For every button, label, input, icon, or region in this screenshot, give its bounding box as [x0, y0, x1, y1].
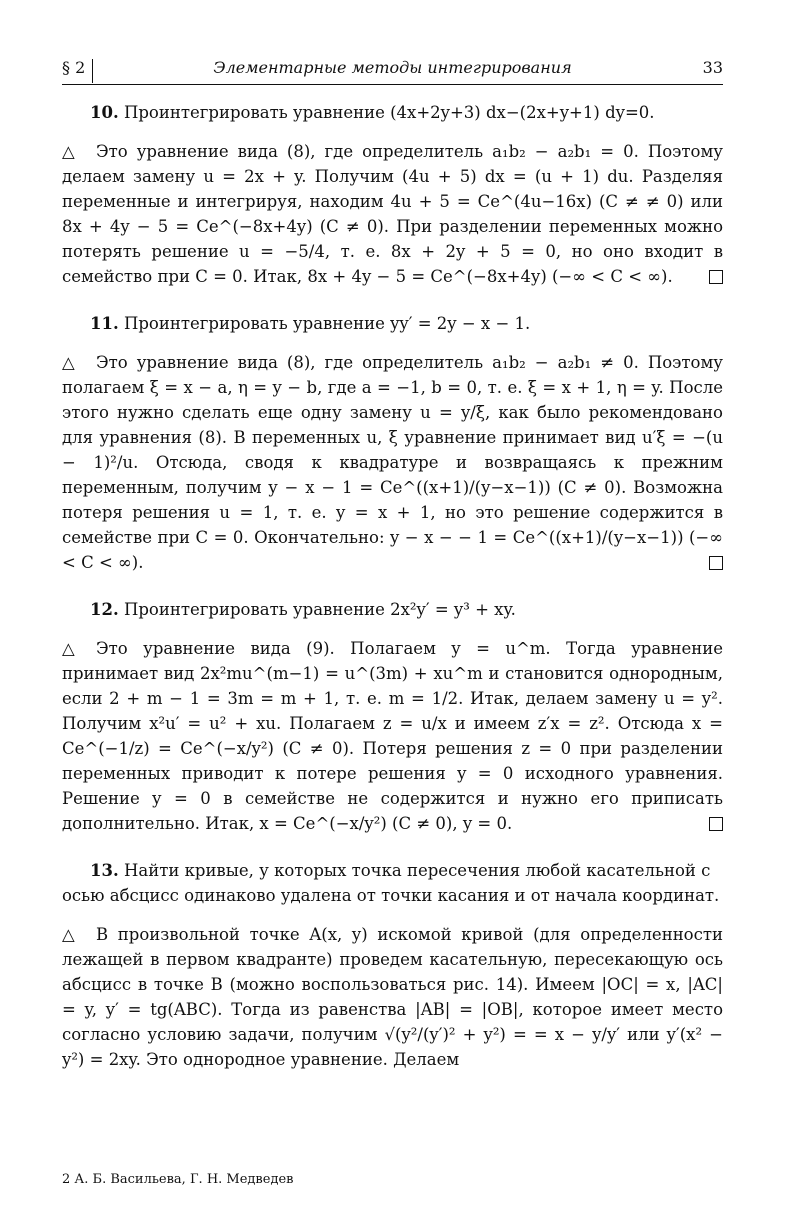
- page-number: 33: [702, 58, 723, 77]
- problem-10-solution: [62, 139, 723, 289]
- problem-10-statement: [62, 100, 723, 125]
- running-header: [62, 52, 723, 85]
- problem-11-solution: [62, 350, 723, 575]
- running-title: Элементарные методы интегрирования: [213, 58, 572, 77]
- problem-12-statement: [62, 597, 723, 622]
- problem-13-solution: [62, 922, 723, 1072]
- problem-number: 10.: [90, 103, 119, 122]
- problem-text: Найти кривые, у которых точка пересечения любой касательной с осью абсцисс одинаково удалена от точки касания и от начала координат.: [62, 861, 720, 905]
- problem-number: 12.: [90, 600, 119, 619]
- solution-text: В произвольной точке A(x, y) искомой кривой (для определенности лежащей в первом квадранте) проведем касательную, пересекающую ось абсцисс в точке B (можно воспользоваться рис. 14). Имеем |OC| = x, |AC| = y, y′ = tg(ABC). Тогда из равенства |AB| = |OB|, которое имеет место согласно условию задачи, получим √(y²/(y′)² + y²) = = x − y/y′ или y′(x² − y²) = 2xy. Это однородное уравнение. Делаем: [62, 925, 723, 1069]
- solution-text: Это уравнение вида (9). Полагаем y = u^m. Тогда уравнение принимает вид 2x²mu^(m−1) = u^(3m) + xu^m и становится однородным, если 2 + m − 1 = 3m = m + 1, т. е. m = 1/2. Итак, делаем замену u = y². Получим x²u′ = u² + xu. Полагаем z = u/x и имеем z′x = z². Отсюда x = Ce^(−1/z) = Ce^(−x/y²) (C ≠ 0). Потеря решения z = 0 при разделении переменных приводит к потере решения y = 0 исходного уравнения. Решение y = 0 в семействе не содержится и нужно его приписать дополнительно. Итак, x = Ce^(−x/y²) (C ≠ 0), y = 0.: [62, 639, 723, 833]
- solution-text: Это уравнение вида (8), где определитель a₁b₂ − a₂b₁ = 0. Поэтому делаем замену u = 2x + y. Получим (4u + 5) dx = (u + 1) du. Разделяя переменные и интегрируя, находим 4u + 5 = Ce^(4u−16x) (C ≠ ≠ 0) или 8x + 4y − 5 = Ce^(−8x+4y) (C ≠ 0). При разделении переменных можно потерять решение u = −5/4, т. е. 8x + 2y + 5 = 0, но оно входит в семейство при C = 0. Итак, 8x + 4y − 5 = Ce^(−8x+4y) (−∞ < C < ∞).: [62, 142, 723, 286]
- footer-signature: 2 А. Б. Васильева, Г. Н. Медведев: [62, 1172, 294, 1187]
- problem-11-statement: [62, 311, 723, 336]
- triangle-icon: △: [62, 353, 75, 372]
- qed-square-icon: [709, 556, 723, 570]
- solution-text: Это уравнение вида (8), где определитель a₁b₂ − a₂b₁ ≠ 0. Поэтому полагаем ξ = x − a, η = y − b, где a = −1, b = 0, т. е. ξ = x + 1, η = y. После этого нужно сделать еще одну замену u = y/ξ, как было рекомендовано для уравнения (8). В переменных u, ξ уравнение принимает вид u′ξ = −(u − 1)²/u. Отсюда, сводя к квадратуре и возвращаясь к прежним переменным, получим y − x − 1 = Ce^((x+1)/(y−x−1)) (C ≠ 0). Возможна потеря решения u = 1, т. е. y = x + 1, но это решение содержится в семействе при C = 0. Окончательно: y − x − − 1 = Ce^((x+1)/(y−x−1)) (−∞ < C < ∞).: [62, 353, 723, 572]
- problem-number: 13.: [90, 861, 119, 880]
- problem-number: 11.: [90, 314, 119, 333]
- problem-text: Проинтегрировать уравнение (4x+2y+3) dx−(2x+y+1) dy=0.: [123, 103, 655, 122]
- qed-square-icon: [709, 817, 723, 831]
- problem-text: Проинтегрировать уравнение 2x²y′ = y³ + xy.: [123, 600, 516, 619]
- qed-square-icon: [709, 270, 723, 284]
- triangle-icon: △: [62, 925, 75, 944]
- triangle-icon: △: [62, 639, 75, 658]
- problem-13-statement: [62, 858, 723, 908]
- page-body: [62, 100, 723, 1094]
- section-number: § 2: [62, 58, 86, 77]
- problem-12-solution: [62, 636, 723, 836]
- triangle-icon: △: [62, 142, 75, 161]
- problem-text: Проинтегрировать уравнение yy′ = 2y − x − 1.: [123, 314, 531, 333]
